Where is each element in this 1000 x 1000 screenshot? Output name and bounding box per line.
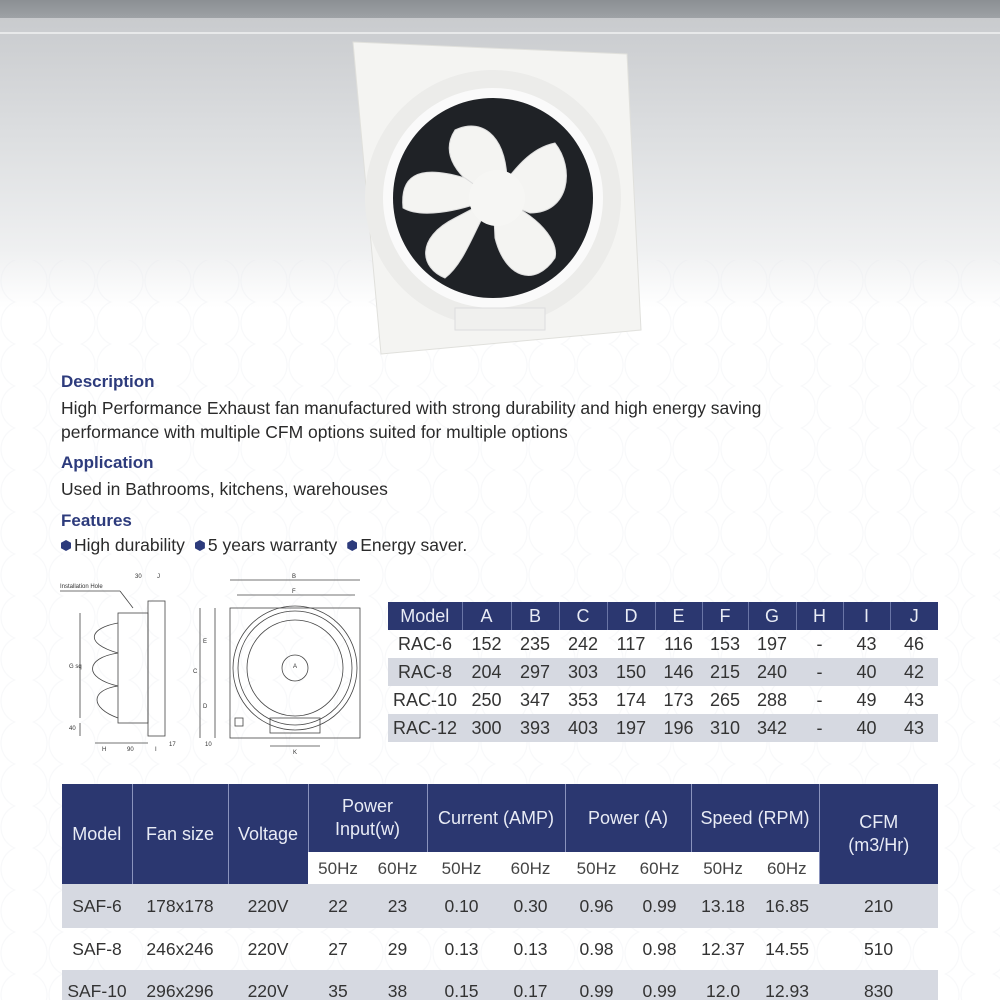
dimension-header-cell: G xyxy=(748,602,796,630)
dimension-cell: RAC-8 xyxy=(388,658,462,686)
dimension-header-cell: A xyxy=(462,602,511,630)
header-voltage: Voltage xyxy=(228,784,308,884)
spec-cell: 296x296 xyxy=(132,970,228,1000)
diagram-label: J xyxy=(157,574,160,580)
spec-cell: 0.99 xyxy=(565,970,628,1000)
dimension-cell: 146 xyxy=(655,658,702,686)
spec-cell: 22 xyxy=(308,884,368,928)
dimension-table-row xyxy=(388,686,938,714)
dimension-cell: 43 xyxy=(890,714,938,742)
spec-cell: 0.98 xyxy=(642,938,677,959)
spec-cell: 830 xyxy=(819,970,938,1000)
hexagon-bullet-icon xyxy=(347,540,357,551)
dimension-cell: 347 xyxy=(519,689,551,710)
dimension-cell: 250 xyxy=(471,689,502,710)
diagram-label: 40 xyxy=(69,726,76,732)
header-power-input xyxy=(308,784,427,852)
dimension-header-cell: B xyxy=(511,602,559,630)
spec-cell: 0.96 xyxy=(565,884,628,928)
feature-item xyxy=(61,535,185,556)
diagram-label: A xyxy=(293,664,298,670)
dimension-cell: 116 xyxy=(664,633,693,654)
spec-cell: 0.98 xyxy=(579,938,614,959)
dimension-cell: - xyxy=(796,714,843,742)
spec-cell: 0.99 xyxy=(628,970,691,1000)
spec-cell: SAF-8 xyxy=(72,938,122,959)
diagram-label: C xyxy=(193,669,198,675)
dimension-cell: 288 xyxy=(756,689,788,710)
dimension-cell: 310 xyxy=(702,714,748,742)
dimension-cell: 46 xyxy=(903,633,925,654)
spec-cell: 16.85 xyxy=(755,884,819,928)
dimension-diagram xyxy=(55,568,385,758)
spec-cell: 220V xyxy=(228,884,308,928)
dimension-table-header xyxy=(388,602,938,630)
dimension-cell: 353 xyxy=(567,689,599,710)
dimension-header-cell: D xyxy=(607,602,655,630)
diagram-label: F xyxy=(292,589,296,595)
spec-cell: 38 xyxy=(368,970,427,1000)
features-heading: Features xyxy=(61,511,132,530)
dimension-cell: 242 xyxy=(567,633,599,654)
dimension-cell: 196 xyxy=(655,714,702,742)
dimension-cell: - xyxy=(816,689,823,710)
frequency-subheader: 50Hz xyxy=(691,852,755,884)
description-heading: Description xyxy=(61,372,155,391)
dimension-header-cell: F xyxy=(702,602,748,630)
header-cfm-label: CFM (m3/Hr) xyxy=(848,812,910,855)
header-speed: Speed (RPM) xyxy=(691,784,819,852)
diagram-label: E xyxy=(203,639,208,645)
spec-cell: 0.10 xyxy=(427,884,496,928)
frequency-subheader: 60Hz xyxy=(368,852,427,884)
spec-cell: 29 xyxy=(387,938,408,959)
header-power: Power (A) xyxy=(565,784,691,852)
dimension-cell: 393 xyxy=(511,714,559,742)
frequency-subheader: 60Hz xyxy=(755,852,819,884)
dimension-cell: 40 xyxy=(843,714,890,742)
diagram-label: 10 xyxy=(205,742,212,748)
description-text-line2: performance with multiple CFM options suited for multiple options xyxy=(61,422,568,442)
dimension-table-row xyxy=(388,630,938,658)
diagram-label: I xyxy=(155,747,157,753)
diagram-label: 17 xyxy=(169,742,176,748)
dimension-cell: 265 xyxy=(709,689,741,710)
dimension-cell: 42 xyxy=(890,658,938,686)
feature-label: High durability xyxy=(74,535,185,555)
dimension-cell: - xyxy=(816,633,823,654)
spec-cell: 12.93 xyxy=(755,970,819,1000)
installation-hole-label: Installation Hole xyxy=(60,584,103,590)
diagram-label: 90 xyxy=(127,747,134,753)
header-model: Model xyxy=(62,784,132,884)
spec-cell: 0.99 xyxy=(628,884,691,928)
feature-item xyxy=(347,535,467,556)
dimension-header-cell: C xyxy=(559,602,607,630)
diagram-label: K xyxy=(293,750,298,756)
spec-cell: 178x178 xyxy=(132,884,228,928)
dimension-table xyxy=(388,602,938,742)
spec-table-row xyxy=(62,884,938,928)
spec-cell: 12.37 xyxy=(701,938,745,959)
dimension-cell: 152 xyxy=(471,633,502,654)
spec-cell: 23 xyxy=(368,884,427,928)
spec-table-row xyxy=(62,928,938,970)
dimension-table-row xyxy=(388,714,938,742)
dimension-cell: 240 xyxy=(748,658,796,686)
frequency-subheader: 50Hz xyxy=(427,852,496,884)
dimension-header-cell: H xyxy=(796,602,843,630)
spec-cell: 0.15 xyxy=(427,970,496,1000)
dimension-cell: 173 xyxy=(663,689,694,710)
dimension-cell: 204 xyxy=(462,658,511,686)
dimension-cell: 197 xyxy=(607,714,655,742)
dimension-header-cell: I xyxy=(843,602,890,630)
spec-cell: 510 xyxy=(863,938,894,959)
dimension-cell: RAC-12 xyxy=(388,714,462,742)
dimension-cell: 153 xyxy=(709,633,741,654)
dimension-cell: 303 xyxy=(559,658,607,686)
dimension-header-cell: Model xyxy=(388,602,462,630)
dimension-cell: 43 xyxy=(856,633,877,654)
dimension-header-cell: J xyxy=(890,602,938,630)
spec-cell: SAF-10 xyxy=(62,970,132,1000)
description-text-line1: High Performance Exhaust fan manufactured with strong durability and high energy saving xyxy=(61,398,762,418)
dimension-cell: 49 xyxy=(856,689,877,710)
spec-cell: 210 xyxy=(819,884,938,928)
spec-cell: 0.13 xyxy=(513,938,548,959)
spec-table-row xyxy=(62,970,938,1000)
spec-cell: 12.0 xyxy=(691,970,755,1000)
dimension-table-row xyxy=(388,658,938,686)
dimension-cell: 174 xyxy=(615,689,647,710)
frequency-subheader: 60Hz xyxy=(628,852,691,884)
dimension-cell: 197 xyxy=(756,633,788,654)
dimension-cell: 297 xyxy=(511,658,559,686)
dimension-cell: 300 xyxy=(462,714,511,742)
diagram-label: H xyxy=(102,747,107,753)
specification-table xyxy=(62,784,938,1000)
dimension-cell: 117 xyxy=(616,633,646,654)
spec-cell: 13.18 xyxy=(691,884,755,928)
hexagon-bullet-icon xyxy=(61,540,71,551)
dimension-cell: RAC-6 xyxy=(397,633,452,654)
spec-cell: 0.13 xyxy=(444,938,479,959)
application-heading: Application xyxy=(61,453,154,472)
dimension-cell: 40 xyxy=(843,658,890,686)
dimension-header-cell: E xyxy=(655,602,702,630)
diagram-label: G sq xyxy=(69,664,82,670)
spec-cell: 14.55 xyxy=(765,938,809,959)
exhaust-fan-image xyxy=(345,38,645,360)
diagram-label: B xyxy=(292,574,297,580)
spec-cell: 0.30 xyxy=(496,884,565,928)
feature-item xyxy=(195,535,337,556)
hexagon-bullet-icon xyxy=(195,540,205,551)
spec-cell: 35 xyxy=(308,970,368,1000)
spec-header-row xyxy=(62,784,938,852)
diagram-label: 30 xyxy=(135,574,142,580)
spec-cell: 220V xyxy=(228,970,308,1000)
spec-cell: 0.17 xyxy=(496,970,565,1000)
application-text: Used in Bathrooms, kitchens, warehouses xyxy=(61,479,388,499)
frequency-subheader: 50Hz xyxy=(308,852,368,884)
dimension-cell: 403 xyxy=(559,714,607,742)
top-band xyxy=(0,0,1000,18)
frequency-subheader: 60Hz xyxy=(496,852,565,884)
spec-cell: 27 xyxy=(328,938,348,959)
spec-cell: SAF-6 xyxy=(62,884,132,928)
spec-cell: 220V xyxy=(247,938,289,959)
header-power-input-label: Power Input(w) xyxy=(334,796,401,839)
diagram-label: D xyxy=(203,704,208,710)
dimension-cell: 215 xyxy=(702,658,748,686)
dimension-cell: - xyxy=(796,658,843,686)
frequency-subheader: 50Hz xyxy=(565,852,628,884)
features-list xyxy=(61,535,471,556)
spec-cell: 246x246 xyxy=(146,938,214,959)
header-cfm xyxy=(819,784,938,884)
dimension-cell: 342 xyxy=(748,714,796,742)
dimension-cell: 235 xyxy=(519,633,551,654)
feature-label: Energy saver. xyxy=(360,535,468,555)
header-fan-size: Fan size xyxy=(132,784,228,884)
header-current: Current (AMP) xyxy=(427,784,565,852)
dimension-cell: 43 xyxy=(903,689,925,710)
dimension-cell: 150 xyxy=(607,658,655,686)
dimension-cell: RAC-10 xyxy=(392,689,458,710)
feature-label: 5 years warranty xyxy=(207,535,338,555)
